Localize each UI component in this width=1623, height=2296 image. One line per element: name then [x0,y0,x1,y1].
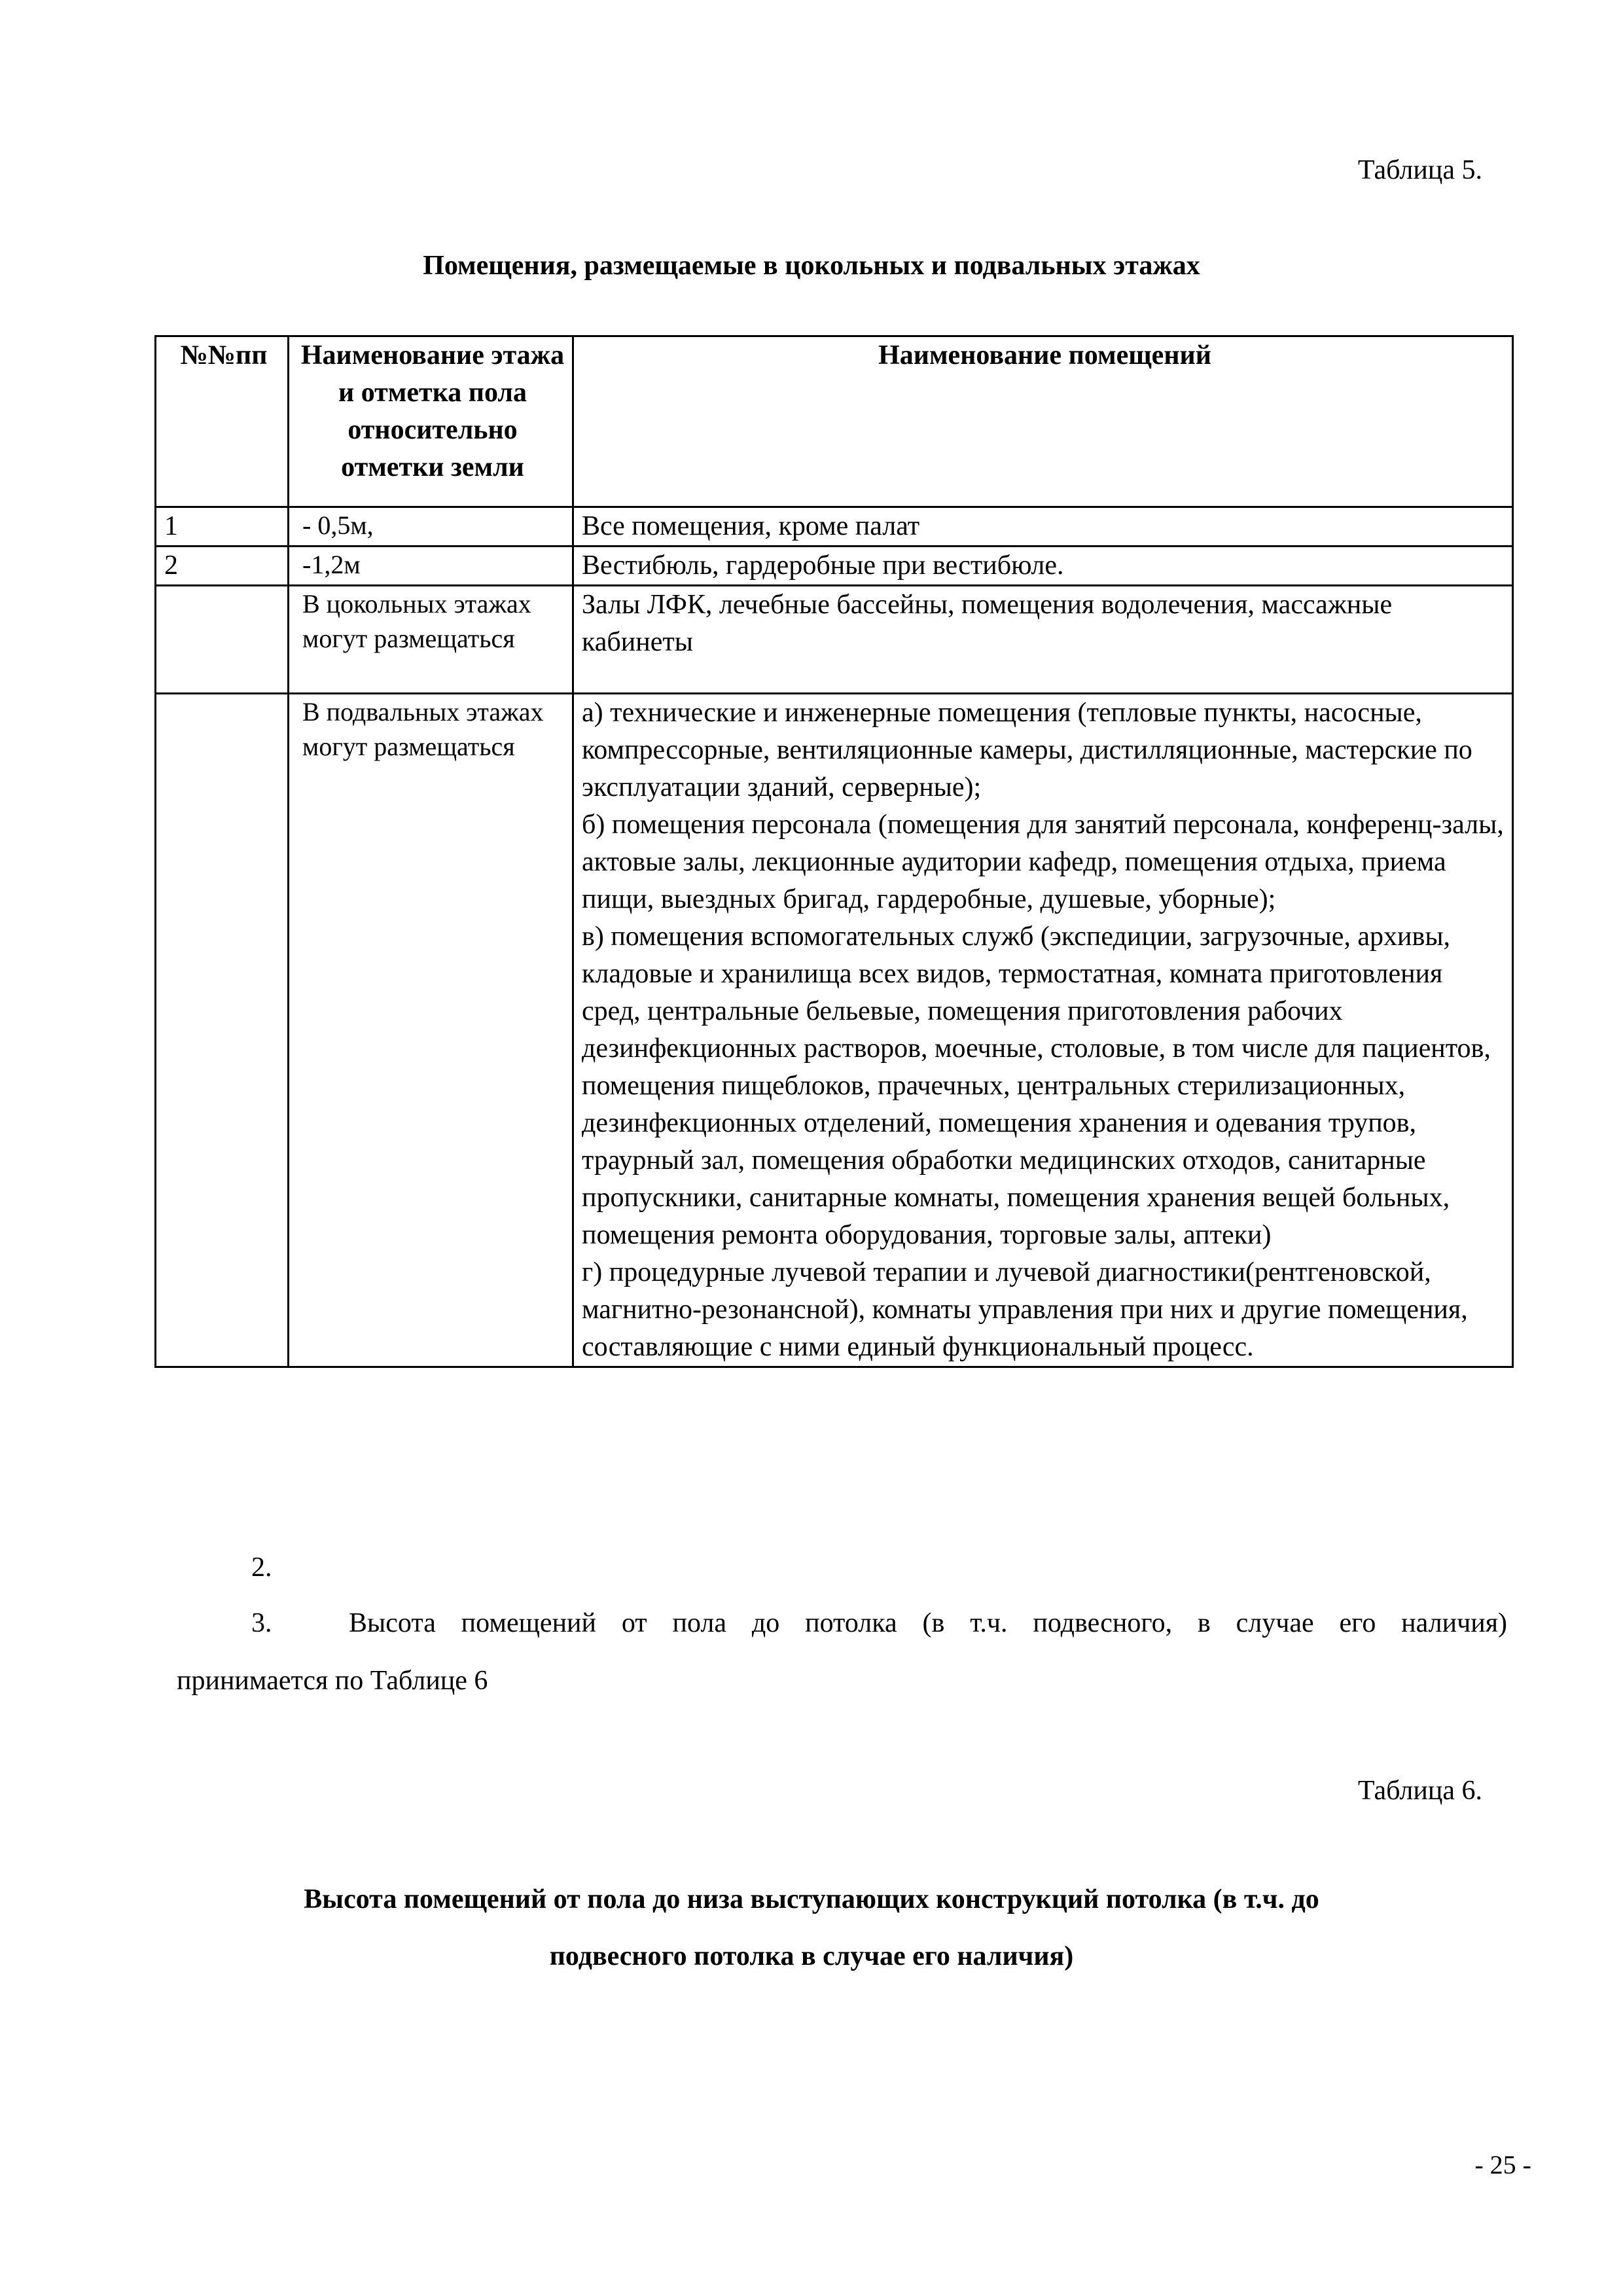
table5-title: Помещения, размещаемые в цокольных и подвальных этажах [423,251,1200,281]
table-row [156,586,1513,694]
row-floor: В подвальных этажах могут размещаться [289,694,573,1367]
row-rooms: а) технические и инженерные помещения (тепловые пункты, насосные, компрессорные, вентиляционные камеры, дистилляционные, мастерские по эксплуатации зданий, серверные); б) помещения персонала (помещения для занятий персонала, конференц-залы, актовые залы, лекционные аудитории кафедр, помещения отдыха, приема пищи, выездных бригад, гардеробные, душевые, уборные); в) помещения вспомогательных служб (экспедиции, загрузочные, архивы, кладовые и хранилища всех видов, термостатная, комната приготовления сред, центральные бельевые, помещения приготовления рабочих дезинфекционных растворов, моечные, столовые, в том числе для пациентов, помещения пищеблоков, прачечных, центральных стерилизационных, дезинфекционных отделений, помещения хранения и одевания трупов, траурный зал, помещения обработки медицинских отходов, санитарные пропускники, санитарные комнаты, помещения хранения вещей больных, помещения ремонта оборудования, торговые залы, аптеки) г) процедурные лучевой терапии и лучевой диагностики(рентгеновской, магнитно-резонансной), комнаты управления при них и другие помещения, составляющие с ними единый функциональный процесс. [573,694,1513,1367]
header-num: №№пп [156,336,289,507]
table5-label: Таблица 5. [1357,155,1482,185]
header-rooms: Наименование помещений [573,336,1513,507]
row-floor: -1,2м [289,547,573,586]
header-floor: Наименование этажа и отметка пола относительно отметки земли [289,336,573,507]
item-2-number: 2. [251,1552,272,1583]
table-row [156,547,1513,586]
row-num [156,694,289,1367]
table6-title-line2: подвесного потолка в случае его наличия) [549,1941,1074,1971]
item-3-text-line2: принимается по Таблице 6 [177,1666,488,1696]
row-floor: В цокольных этажах могут размещаться [289,586,573,694]
item-3-text-line1: Высота помещений от пола до потолка (в т.ч. подвесного, в случае его наличия) [349,1608,1507,1638]
row-rooms: Все помещения, кроме палат [573,507,1513,547]
page-number: - 25 - [1474,2150,1531,2179]
row-rooms: Залы ЛФК, лечебные бассейны, помещения водолечения, массажные кабинеты [573,586,1513,694]
row-floor: - 0,5м, [289,507,573,547]
table-header-row [156,336,1513,507]
row-num [156,586,289,694]
table5 [154,335,1514,1368]
table6-title-line1: Высота помещений от пола до низа выступающих конструкций потолка (в т.ч. до [304,1884,1319,1914]
row-rooms: Вестибюль, гардеробные при вестибюле. [573,547,1513,586]
table-row [156,507,1513,547]
table6-label: Таблица 6. [1357,1776,1482,1806]
item-3-number: 3. [251,1608,272,1638]
table-row [156,694,1513,1367]
row-num: 2 [156,547,289,586]
row-num: 1 [156,507,289,547]
